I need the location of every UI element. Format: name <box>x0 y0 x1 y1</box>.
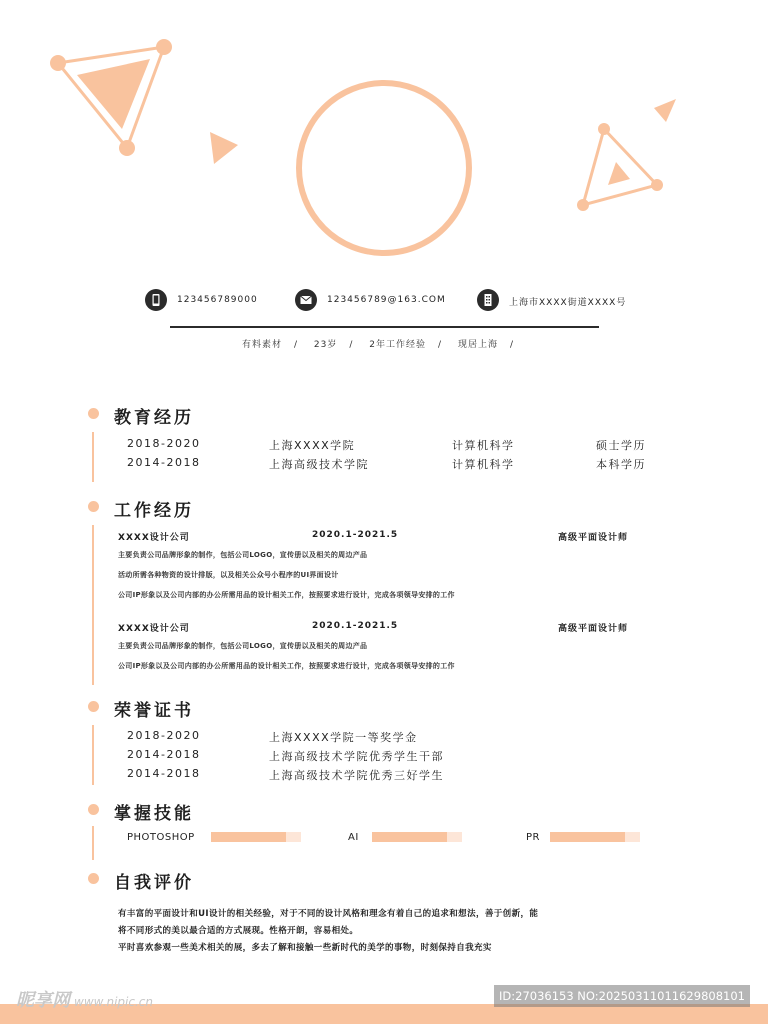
email-text: 123456789@163.COM <box>327 295 446 305</box>
skill-level <box>211 832 286 842</box>
phone-icon <box>145 289 167 311</box>
section-line <box>92 826 94 860</box>
honor-award: 上海高级技术学院优秀三好学生 <box>269 769 444 782</box>
honor-award: 上海高级技术学院优秀学生干部 <box>269 750 444 763</box>
education-title: 教育经历 <box>114 408 194 428</box>
triangle-left-icon <box>50 39 172 156</box>
edu-degree: 本科学历 <box>596 458 646 471</box>
info-experience: 2年工作经验 <box>369 340 427 350</box>
job-period: 2020.1-2021.5 <box>312 530 399 540</box>
info-location: 现居上海 <box>457 340 498 350</box>
job-company: XXXX设计公司 <box>118 624 190 634</box>
section-dot <box>88 408 99 419</box>
info-separator: / <box>294 340 299 350</box>
self-title: 自我评价 <box>114 873 194 893</box>
skill-name: PR <box>526 832 540 843</box>
honor-award: 上海XXXX学院一等奖学金 <box>269 731 418 744</box>
watermark-site: www.nipic.cn <box>74 995 153 1009</box>
job-duty: 公司IP形象以及公司内部的办公所需用品的设计相关工作，按照要求进行设计，完成各项领导安排的工作 <box>118 591 455 599</box>
triangle-right-icon <box>577 123 663 211</box>
self-text: 将不同形式的美以最合适的方式展现。性格开朗，容易相处。 <box>118 926 359 936</box>
edu-period: 2014-2018 <box>127 456 201 469</box>
skill-name: AI <box>348 832 359 843</box>
small-triangle-icon <box>210 132 238 164</box>
section-line <box>92 725 94 785</box>
skill-level <box>550 832 625 842</box>
address-text: 上海市XXXX街道XXXX号 <box>509 298 627 308</box>
watermark-brand <box>16 986 153 1012</box>
header-divider <box>170 326 599 328</box>
honor-period: 2018-2020 <box>127 729 201 742</box>
info-separator: / <box>509 340 515 350</box>
honors-title: 荣誉证书 <box>114 701 194 721</box>
skill-bar <box>550 832 640 842</box>
section-line <box>92 525 94 685</box>
job-duty: 公司IP形象以及公司内部的办公所需用品的设计相关工作，按照要求进行设计，完成各项领导安排的工作 <box>118 662 455 670</box>
edu-major: 计算机科学 <box>452 439 515 452</box>
skills-title: 掌握技能 <box>114 804 194 824</box>
basic-info <box>0 337 768 350</box>
photo-placeholder[interactable] <box>296 80 472 256</box>
small-triangle-right-icon <box>654 99 676 122</box>
section-dot <box>88 873 99 884</box>
job-duty: 主要负责公司品牌形象的制作，包括公司LOGO，宣传册以及相关的周边产品 <box>118 642 368 650</box>
building-icon <box>477 289 499 311</box>
mail-icon <box>295 289 317 311</box>
job-role: 高级平面设计师 <box>558 624 629 634</box>
edu-school: 上海高级技术学院 <box>269 458 369 471</box>
edu-school: 上海XXXX学院 <box>269 439 356 452</box>
self-text: 平时喜欢参观一些美术相关的展，多去了解和接触一些新时代的美学的事物，时刻保持自我充实 <box>118 943 492 953</box>
info-separator: / <box>438 340 443 350</box>
job-company: XXXX设计公司 <box>118 533 190 543</box>
skill-level <box>372 832 447 842</box>
edu-major: 计算机科学 <box>452 458 515 471</box>
skill-bar <box>372 832 462 842</box>
honor-period: 2014-2018 <box>127 748 201 761</box>
job-role: 高级平面设计师 <box>558 533 629 543</box>
skill-bar <box>211 832 301 842</box>
edu-degree: 硕士学历 <box>596 439 646 452</box>
work-title: 工作经历 <box>114 501 194 521</box>
section-line <box>92 432 94 482</box>
edu-period: 2018-2020 <box>127 437 201 450</box>
section-dot <box>88 701 99 712</box>
info-source: 有料素材 <box>241 340 282 350</box>
self-text: 有丰富的平面设计和UI设计的相关经验，对于不同的设计风格和理念有着自己的追求和想法，善于创新，能 <box>118 909 539 919</box>
job-duty: 主要负责公司品牌形象的制作，包括公司LOGO，宣传册以及相关的周边产品 <box>118 551 368 559</box>
info-age: 23岁 <box>313 340 338 350</box>
info-separator: / <box>349 340 354 350</box>
watermark-id: ID:27036153 NO:20250311011629808101 <box>494 985 750 1007</box>
skill-name: PHOTOSHOP <box>127 832 195 843</box>
job-period: 2020.1-2021.5 <box>312 621 399 631</box>
section-dot <box>88 501 99 512</box>
honor-period: 2014-2018 <box>127 767 201 780</box>
phone-text: 123456789000 <box>177 295 258 305</box>
job-duty: 活动所需各种物资的设计排版，以及相关公众号小程序的UI界面设计 <box>118 571 339 579</box>
watermark-brand-text: 昵享网 <box>16 990 70 1011</box>
section-dot <box>88 804 99 815</box>
